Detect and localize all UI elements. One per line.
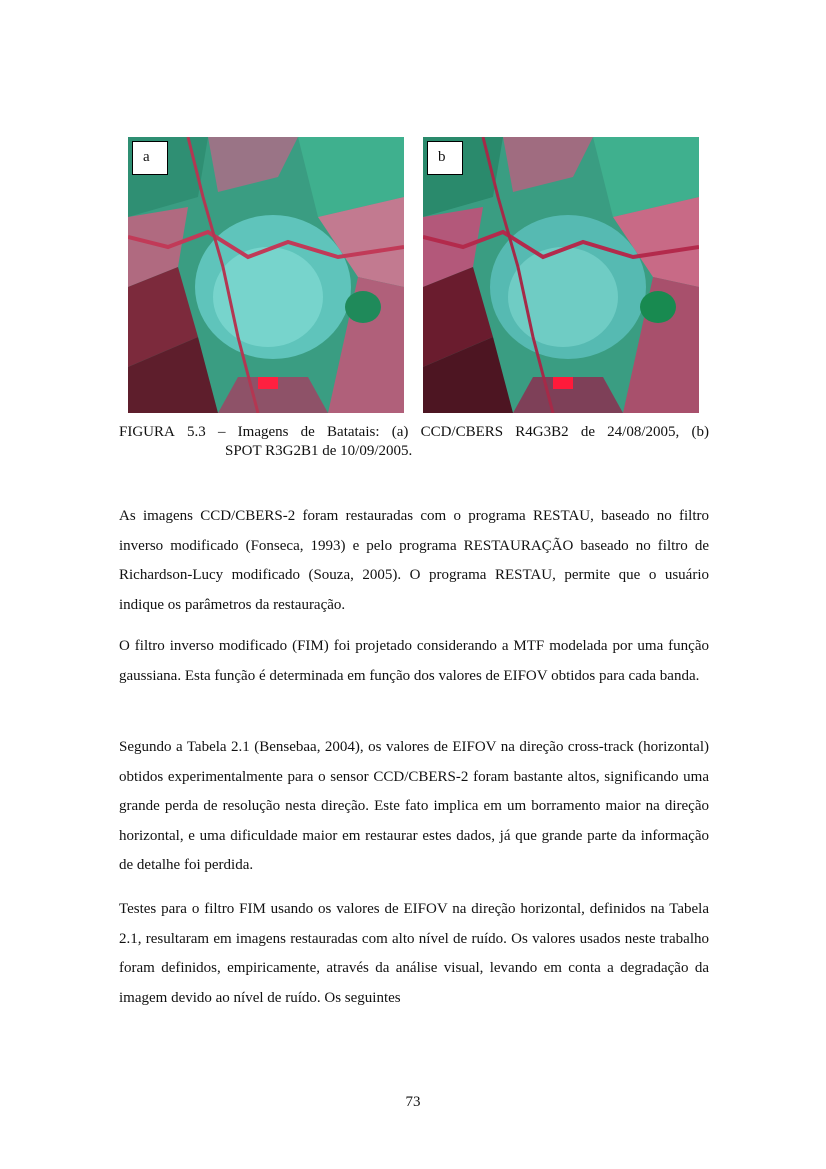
caption-word: R4G3B2 (515, 424, 569, 440)
body-paragraph-4: Testes para o filtro FIM usando os valores de EIFOV na direção horizontal, definidos na Tabela 2.1, resultaram em imagens restauradas com alto nível de ruído. Os valores usados neste trabalho foram definidos, empiricamente, através da análise visual, levando em conta a degradação da imagem devido ao nível de ruído. Os seguintes (119, 901, 709, 1006)
panel-label-a: a (132, 141, 168, 175)
caption-line-1 (119, 423, 709, 442)
caption-word: – (217, 424, 226, 440)
satellite-image-a (128, 137, 404, 413)
caption-word: (b) (691, 424, 709, 440)
figure-caption (119, 423, 709, 460)
caption-word: de (300, 424, 315, 440)
satellite-image-a-graphic (128, 137, 404, 413)
caption-word: CCD/CBERS (420, 424, 504, 440)
caption-word: 5.3 (187, 424, 206, 440)
caption-word: de (580, 424, 595, 440)
satellite-image-b (423, 137, 699, 413)
caption-line-2: SPOT R3G2B1 de 10/09/2005. (225, 442, 413, 459)
caption-word: Imagens (237, 424, 289, 440)
body-paragraph-3: Segundo a Tabela 2.1 (Bensebaa, 2004), os valores de EIFOV na direção cross-track (horizontal) obtidos experimentalmente para o sensor CCD/CBERS-2 foram bastante altos, significando uma grande perda de resolução nesta direção. Este fato implica em um borramento maior na direção horizontal, e uma dificuldade maior em restaurar estes dados, já que grande parte da informação de detalhe foi perdida. (119, 739, 709, 873)
caption-word: FIGURA (119, 424, 175, 440)
caption-word: (a) (391, 424, 409, 440)
satellite-image-b-graphic (423, 137, 699, 413)
panel-label-b: b (427, 141, 463, 175)
caption-word: 24/08/2005, (607, 424, 680, 440)
body-paragraph-2: O filtro inverso modificado (FIM) foi projetado considerando a MTF modelada por uma função gaussiana. Esta função é determinada em função dos valores de EIFOV obtidos para cada banda. (119, 638, 709, 684)
body-paragraph-1: As imagens CCD/CBERS-2 foram restauradas com o programa RESTAU, baseado no filtro inverso modificado (Fonseca, 1993) e pelo programa RESTAURAÇÃO baseado no filtro de Richardson-Lucy modificado (Souza, 2005). O programa RESTAU, permite que o usuário indique os parâmetros da restauração. (119, 508, 709, 613)
page-number: 73 (405, 1094, 421, 1110)
caption-word: Batatais: (327, 424, 380, 440)
